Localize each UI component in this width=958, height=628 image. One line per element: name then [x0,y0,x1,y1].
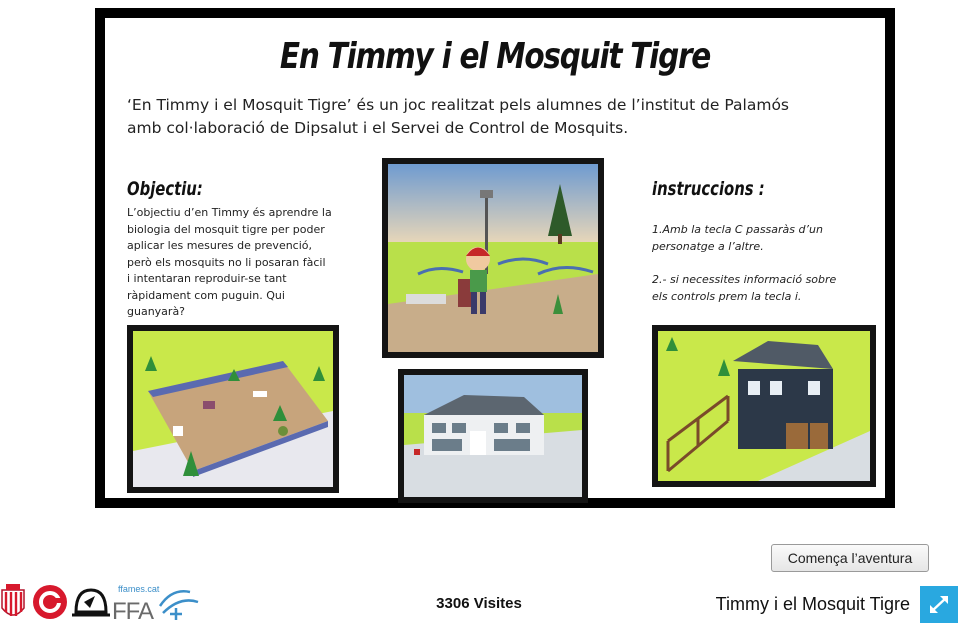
ffames-url-text: ffames.cat [118,584,160,594]
instructions-heading: instruccions : [652,178,765,200]
instruction-1: 1.Amb la tecla C passaràs d’un personatge a l’altre. [652,223,823,253]
instruction-2: 2.- si necessites informació sobre els controls prem la tecla i. [652,273,837,303]
objective-heading: Objectiu: [127,178,203,200]
park-overview-screenshot [127,325,339,493]
building-screenshot [398,369,588,503]
expand-arrows-icon [920,586,958,623]
ffa-text: FFA [112,598,154,623]
character-screenshot [382,158,604,358]
house-screenshot [652,325,876,487]
poster-title: En Timmy i el Mosquit Tigre [279,36,711,77]
fullscreen-button[interactable] [920,586,958,623]
intro-text: ‘En Timmy i el Mosquit Tigre’ és un joc realitzat pels alumnes de l’institut de Palamós amb col·laboració de Dipsalut i el Servei de Control de Mosquits. [127,96,789,137]
start-adventure-button[interactable]: Comença l’aventura [771,544,929,572]
game-name: Timmy i el Mosquit Tigre [715,594,910,614]
game-poster [95,8,895,508]
visit-counter: 3306 Visites [436,595,522,612]
objective-text: L’objectiu d’en Timmy és aprendre la biologia del mosquit tigre per poder aplicar les mesures de prevenció, però els mosquits no li posaran fàcil i intentaran reproduir-se tant ràpidament com puguin. Qui guanyarà? [127,206,332,318]
